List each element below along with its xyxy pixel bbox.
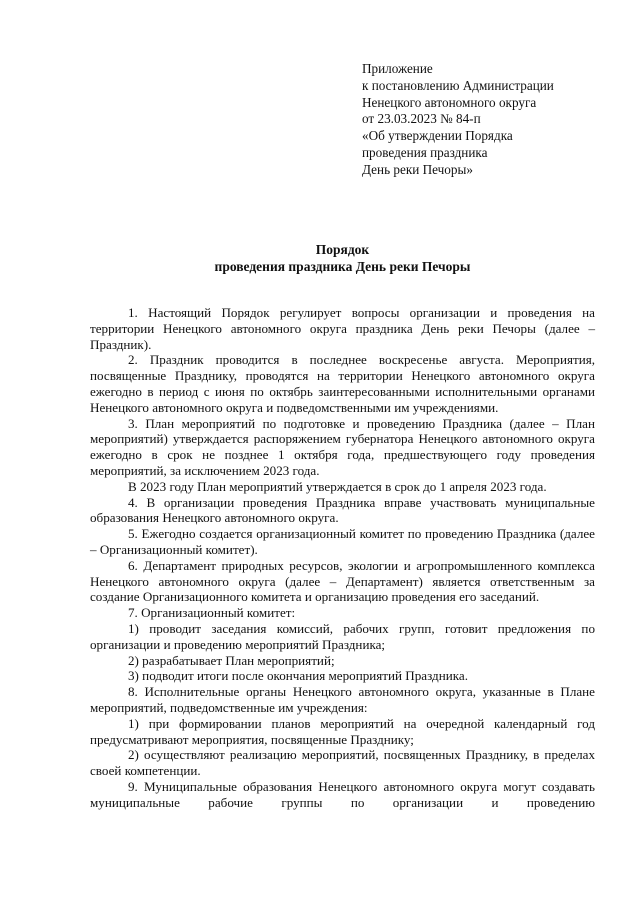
appendix-line: Ненецкого автономного округа bbox=[362, 94, 537, 110]
paragraph-6: 6. Департамент природных ресурсов, экологии и агропромышленного комплекса Ненецкого автономного округа (далее – Департамент) является ответственным за создание Организационного комитета и организацию проведения его заседаний. bbox=[90, 557, 595, 605]
paragraph-4: 4. В организации проведения Праздника вправе участвовать муниципальные образования Ненецкого автономного округа. bbox=[90, 494, 595, 526]
appendix-line: День реки Печоры» bbox=[362, 161, 473, 177]
paragraph-8-item-1: 1) при формировании планов мероприятий на очередной календарный год предусматривают мероприятия, посвященные Празднику; bbox=[90, 715, 595, 747]
appendix-block bbox=[362, 61, 622, 179]
paragraph-1: 1. Настоящий Порядок регулирует вопросы организации и проведения на территории Ненецкого автономного округа праздника День реки Печоры (далее – Праздник). bbox=[90, 305, 595, 352]
paragraph-3: 3. План мероприятий по подготовке и проведению Праздника (далее – План мероприятий) утверждается распоряжением губернатора Ненецкого автономного округа ежегодно в срок не позднее 1 октября года, предшествующего году проведения мероприятий, за исключением 2023 года. bbox=[90, 415, 595, 478]
appendix-line: «Об утверждении Порядка bbox=[362, 128, 513, 144]
paragraph-8: 8. Исполнительные органы Ненецкого автономного округа, указанные в Плане мероприятий, подведомственные им учреждения: bbox=[90, 684, 595, 715]
appendix-line: проведения праздника bbox=[362, 144, 488, 160]
paragraph-8-item-2: 2) осуществляют реализацию мероприятий, посвященных Празднику, в пределах своей компетенции. bbox=[90, 747, 595, 779]
document-body bbox=[90, 305, 595, 811]
document-title: Порядок bbox=[315, 242, 370, 257]
paragraph-5: 5. Ежегодно создается организационный комитет по проведению Праздника (далее – Организационный комитет). bbox=[90, 526, 595, 557]
appendix-line: Приложение bbox=[362, 61, 433, 76]
paragraph-9: 9. Муниципальные образования Ненецкого автономного округа могут создавать муниципальные рабочие группы по организации и проведению bbox=[90, 778, 595, 810]
appendix-line: к постановлению Администрации bbox=[362, 77, 554, 93]
paragraph-7-item-2: 2) разрабатывает План мероприятий; bbox=[128, 652, 335, 668]
appendix-line: от 23.03.2023 № 84-п bbox=[362, 111, 481, 127]
paragraph-7-item-1: 1) проводит заседания комиссий, рабочих групп, готовит предложения по организации и проведению мероприятий Праздника; bbox=[90, 620, 595, 652]
paragraph-3-2023: В 2023 году План мероприятий утверждается в срок до 1 апреля 2023 года. bbox=[128, 478, 547, 494]
paragraph-7: 7. Организационный комитет: bbox=[128, 605, 296, 621]
document-subtitle: проведения праздника День реки Печоры bbox=[214, 259, 471, 274]
paragraph-7-item-3: 3) подводит итоги после окончания мероприятий Праздника. bbox=[128, 668, 468, 684]
paragraph-2: 2. Праздник проводится в последнее воскресенье августа. Мероприятия, посвященные Празднику, проводятся на территории Ненецкого автономного округа ежегодно в период с июня по октябрь заинтересованными исполнительными органами Ненецкого автономного округа и подведомственными им учреждениями. bbox=[90, 352, 595, 415]
